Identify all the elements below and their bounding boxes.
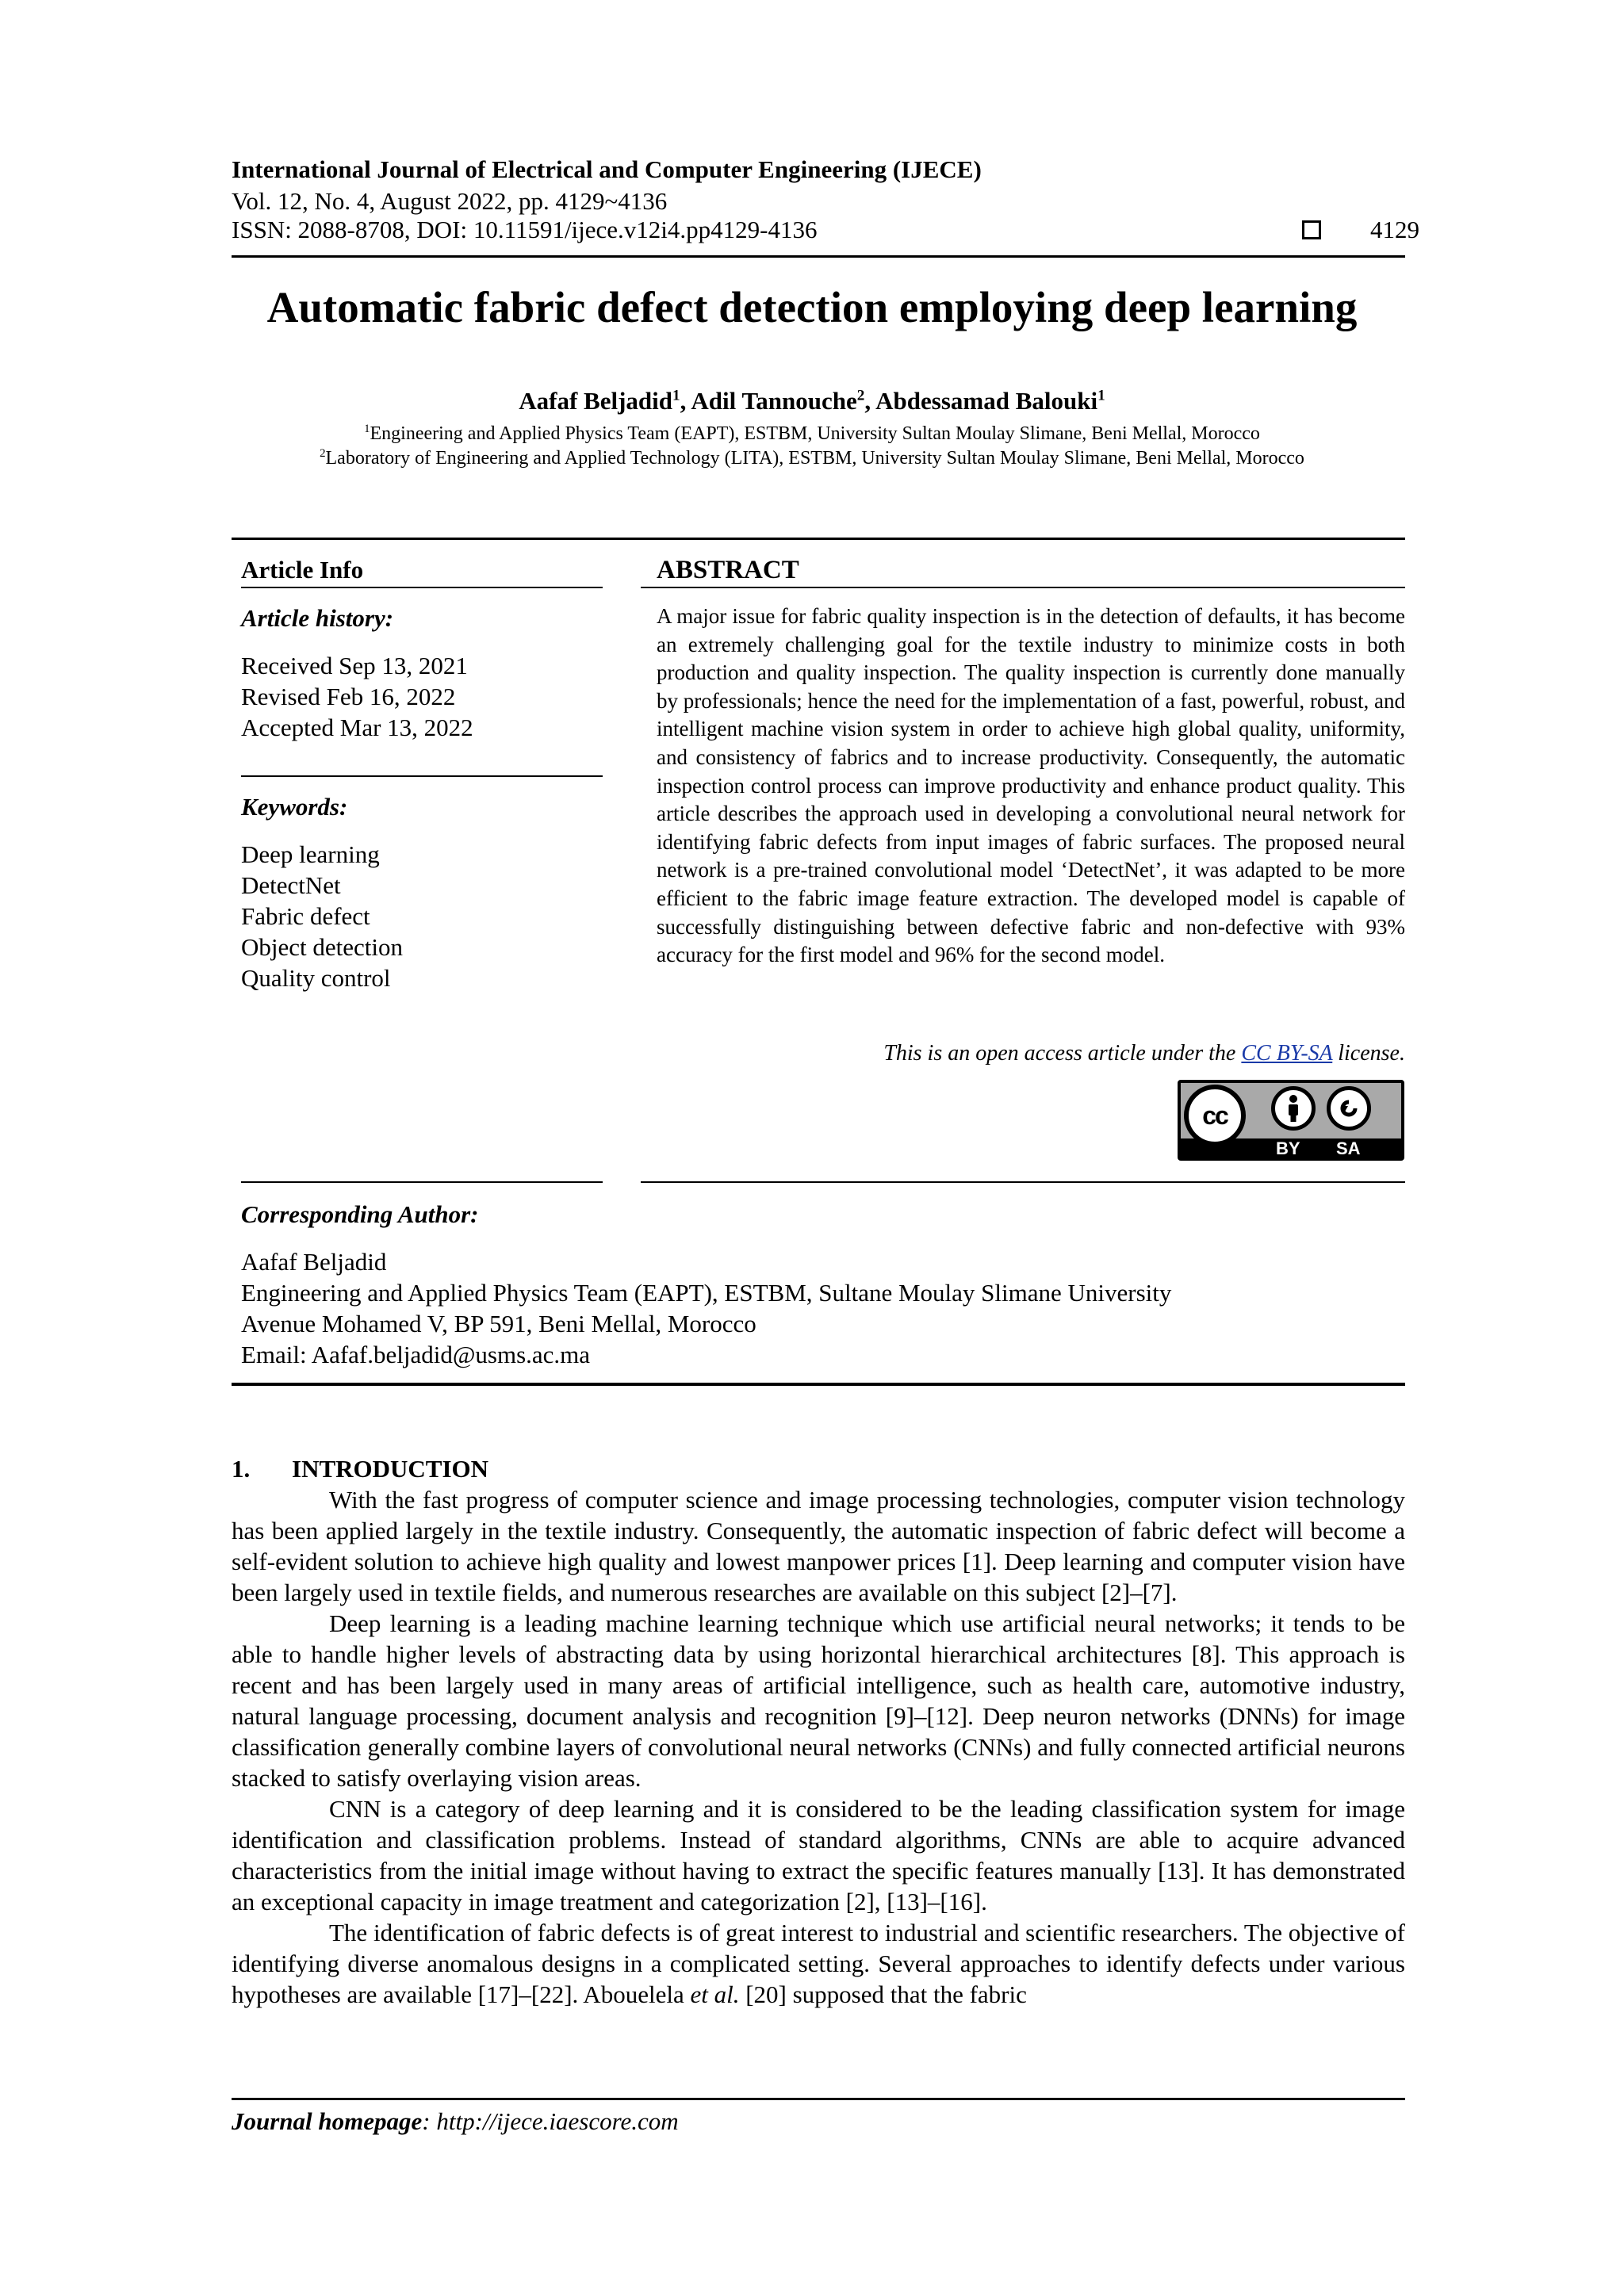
cc-by-sa-badge[interactable] xyxy=(1178,1080,1404,1161)
abstract-rule xyxy=(641,587,1405,588)
author-sep: , xyxy=(680,387,691,415)
infobox-top-rule xyxy=(232,538,1405,540)
corresponding-email: Email: Aafaf.beljadid@usms.ac.ma xyxy=(241,1341,591,1368)
history-heading: Article history: xyxy=(241,604,394,632)
corresponding-heading: Corresponding Author: xyxy=(241,1200,479,1228)
paragraph-text: [20] supposed that the fabric xyxy=(739,1980,1027,2008)
paragraph-italic: et al. xyxy=(690,1980,740,2008)
author-sup: 1 xyxy=(672,387,680,404)
affiliation-text: Engineering and Applied Physics Team (EAPT), ESTBM, University Sultan Moulay Slimane, Beni Mellal, Morocco xyxy=(370,423,1260,444)
keywords-rule xyxy=(241,1181,603,1183)
introduction-heading: INTRODUCTION xyxy=(292,1455,489,1483)
author-list xyxy=(0,387,1624,415)
badge-sa-label: SA xyxy=(1336,1138,1361,1158)
author: Abdessamad Balouki xyxy=(875,387,1098,415)
header-rule xyxy=(232,255,1405,258)
keywords-heading: Keywords: xyxy=(241,793,348,821)
affiliation-sup: 1 xyxy=(364,423,370,435)
corresponding-affiliation: Engineering and Applied Physics Team (EAPT), ESTBM, Sultane Moulay Slimane University xyxy=(241,1279,1172,1307)
paragraph: Deep learning is a leading machine learning technique which use artificial neural networks; it tends to be able to handle higher levels of abstracting data by using horizontal hierarchical architectures [8]. This approach is recent and has been largely used in many areas of artificial intelligence, such as health care, automotive industry, natural language processing, document analysis and recognition [9]–[12]. Deep neuron networks (DNNs) for image classification generally combine layers of convolutional neural networks (CNNs) and fully connected artificial neurons stacked to satisfy overlaying vision areas. xyxy=(232,1609,1405,1792)
affiliation xyxy=(0,422,1624,446)
paragraph: With the fast progress of computer science and image processing technologies, computer vision technology has been applied largely in the textile industry. Consequently, the automatic inspection of fabric defect will become a self-evident solution to achieve high quality and lowest manpower prices [1]. Deep learning and computer vision have been largely used in textile fields, and numerous researches are available on this subject [2]–[7]. xyxy=(232,1486,1405,1606)
author-sup: 2 xyxy=(856,387,865,404)
introduction-body xyxy=(232,1484,1405,2010)
author-sup: 1 xyxy=(1097,387,1105,404)
article-info-heading: Article Info xyxy=(241,556,364,584)
cc-icon: cc xyxy=(1184,1085,1246,1146)
paragraph: CNN is a category of deep learning and it is considered to be the leading classification system for image identification and classification problems. Instead of standard algorithms, CNNs are able to acquire advanced characteristics from the initial image without having to extract the specific features manually [13]. It has demonstrated an exceptional capacity in image treatment and categorization [2], [13]–[16]. xyxy=(232,1795,1405,1915)
share-alike-icon xyxy=(1327,1086,1371,1131)
keyword: Fabric defect xyxy=(241,902,370,930)
footer xyxy=(232,2107,679,2136)
keyword: Quality control xyxy=(241,964,391,992)
footer-rule xyxy=(232,2098,1405,2100)
page-box-icon xyxy=(1302,220,1321,239)
section-number: 1. xyxy=(232,1455,251,1483)
badge-by-label: BY xyxy=(1276,1138,1300,1158)
abstract-heading: ABSTRACT xyxy=(657,556,799,584)
footer-label: Journal homepage xyxy=(232,2107,423,2135)
infobox-bottom-rule xyxy=(232,1383,1405,1386)
by-person-icon xyxy=(1271,1086,1316,1131)
corresponding-address: Avenue Mohamed V, BP 591, Beni Mellal, Morocco xyxy=(241,1310,756,1337)
keyword: DetectNet xyxy=(241,871,341,899)
page-number: 4129 xyxy=(1370,216,1419,243)
affiliation xyxy=(0,446,1624,470)
affiliation-sup: 2 xyxy=(320,447,326,460)
paragraph xyxy=(232,1917,1405,2010)
abstract-bottom-rule xyxy=(641,1181,1405,1183)
paper-title: Automatic fabric defect detection employing deep learning xyxy=(266,283,1358,331)
author: Adil Tannouche xyxy=(691,387,857,415)
article-info-rule xyxy=(241,587,603,588)
journal-volume: Vol. 12, No. 4, August 2022, pp. 4129~4136 xyxy=(232,187,668,215)
keyword: Object detection xyxy=(241,933,403,961)
history-rule xyxy=(241,775,603,777)
journal-title: International Journal of Electrical and Computer Engineering (IJECE) xyxy=(232,155,982,183)
author-sep: , xyxy=(864,387,876,415)
history-accepted: Accepted Mar 13, 2022 xyxy=(241,714,473,741)
abstract-text: A major issue for fabric quality inspection is in the detection of defaults, it has become an extremely challenging goal for the textile industry to minimize costs in both production and quality inspection. The quality inspection is currently done manually by professionals; hence the need for the implementation of a fast, powerful, robust, and intelligent machine vision system in order to achieve high global quality, uniformity, and consistency of fabrics and to increase productivity. Consequently, the automatic inspection control process can improve productivity and enhance product quality. This article describes the approach used in developing a convolutional neural network for identifying fabric defects from input images of fabric surfaces. The proposed neural network is a pre-trained convolutional model ‘DetectNet’, it was adapted to be more efficient to the fabric image feature extraction. The developed model is capable of successfully distinguishing between defective fabric and non-defective with 93% accuracy for the first model and 96% for the second model. xyxy=(657,604,1405,967)
author: Aafaf Beljadid xyxy=(519,387,672,415)
license-suffix: license. xyxy=(1332,1041,1405,1066)
history-received: Received Sep 13, 2021 xyxy=(241,652,468,679)
footer-url[interactable]: : http://ijece.iaescore.com xyxy=(422,2107,679,2135)
journal-issn: ISSN: 2088-8708, DOI: 10.11591/ijece.v12i4.pp4129-4136 xyxy=(232,216,818,243)
history-revised: Revised Feb 16, 2022 xyxy=(241,683,456,710)
license-link[interactable]: CC BY-SA xyxy=(1241,1041,1333,1066)
paragraph-text: The identification of fabric defects is of great interest to industrial and scientific researchers. The objective of identifying diverse anomalous designs in a complicated setting. Several approaches to identify defects under various hypotheses are available [17]–[22]. Abouelela xyxy=(232,1919,1405,2008)
affiliation-text: Laboratory of Engineering and Applied Technology (LITA), ESTBM, University Sultan Moulay Slimane, Beni Mellal, Morocco xyxy=(325,448,1304,469)
corresponding-name: Aafaf Beljadid xyxy=(241,1248,387,1276)
license-statement xyxy=(657,1040,1405,1067)
keyword: Deep learning xyxy=(241,840,380,868)
license-prefix: This is an open access article under the xyxy=(883,1041,1242,1066)
